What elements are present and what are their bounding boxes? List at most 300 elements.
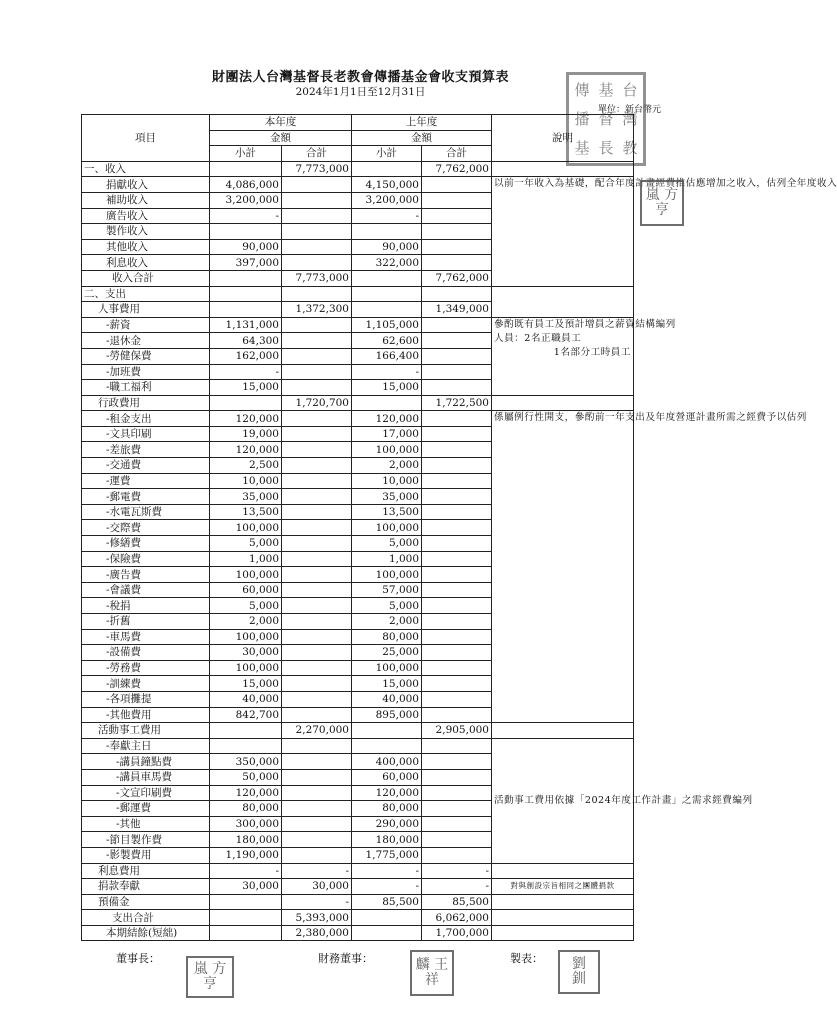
row-label: -訓練費 — [82, 676, 210, 692]
row-label: -其他費用 — [82, 707, 210, 723]
row-label: -會議費 — [82, 582, 210, 598]
document-period: 2024年1月1日至12月31日 — [295, 86, 426, 98]
current-total-cell: - — [282, 863, 352, 879]
note-cell — [492, 723, 634, 739]
current-subtotal-cell — [210, 723, 282, 739]
previous-subtotal-cell: - — [352, 364, 422, 380]
current-subtotal-cell: 300,000 — [210, 816, 282, 832]
current-total-cell: 1,372,300 — [282, 302, 352, 318]
current-subtotal-cell: 120,000 — [210, 442, 282, 458]
previous-subtotal-cell: - — [352, 879, 422, 895]
table-row — [82, 286, 634, 302]
previous-subtotal-cell: 166,400 — [352, 348, 422, 364]
previous-total-cell — [422, 614, 492, 630]
previous-subtotal-cell: 40,000 — [352, 691, 422, 707]
previous-total-cell — [422, 660, 492, 676]
previous-subtotal-cell — [352, 925, 422, 941]
current-subtotal-cell: 35,000 — [210, 489, 282, 505]
table-row — [82, 738, 634, 754]
row-label: -其他 — [82, 816, 210, 832]
row-label: -文宣印刷費 — [82, 785, 210, 801]
previous-subtotal-cell: 35,000 — [352, 489, 422, 505]
previous-total-cell — [422, 754, 492, 770]
previous-total-cell — [422, 645, 492, 661]
table-row — [82, 863, 634, 879]
current-total-cell — [282, 847, 352, 863]
note-cell — [492, 925, 634, 941]
current-subtotal-cell: 3,200,000 — [210, 192, 282, 208]
current-subtotal-cell: 5,000 — [210, 536, 282, 552]
previous-subtotal-cell — [352, 161, 422, 177]
previous-subtotal-cell: 17,000 — [352, 426, 422, 442]
current-subtotal-cell: 40,000 — [210, 691, 282, 707]
previous-subtotal-cell — [352, 270, 422, 286]
row-label: -郵運費 — [82, 801, 210, 817]
row-label: -運費 — [82, 473, 210, 489]
previous-total-cell — [422, 177, 492, 193]
current-total-cell — [282, 676, 352, 692]
table-row — [82, 723, 634, 739]
previous-total-cell: 1,722,500 — [422, 395, 492, 411]
previous-subtotal-cell: 1,775,000 — [352, 847, 422, 863]
row-label: 支出合計 — [82, 910, 210, 926]
current-subtotal-cell: 120,000 — [210, 411, 282, 427]
current-total-cell: 2,380,000 — [282, 925, 352, 941]
row-label: -節目製作費 — [82, 832, 210, 848]
current-subtotal-cell: 1,190,000 — [210, 847, 282, 863]
previous-subtotal-cell: - — [352, 208, 422, 224]
previous-total-cell — [422, 816, 492, 832]
row-label: -設備費 — [82, 645, 210, 661]
current-total-cell — [282, 738, 352, 754]
current-total-cell — [282, 426, 352, 442]
current-total-cell — [282, 707, 352, 723]
previous-total-cell — [422, 551, 492, 567]
header-current-year: 本年度 — [210, 115, 352, 131]
previous-total-cell: - — [422, 863, 492, 879]
note-cell — [492, 317, 676, 395]
chairman-seal-stamp: 嵐 方 亨 — [640, 180, 684, 226]
previous-total-cell — [422, 738, 492, 754]
current-total-cell — [282, 660, 352, 676]
current-subtotal-cell: 1,131,000 — [210, 317, 282, 333]
current-subtotal-cell: 180,000 — [210, 832, 282, 848]
row-label: 利息費用 — [82, 863, 210, 879]
row-label: -稅捐 — [82, 598, 210, 614]
previous-total-cell — [422, 224, 492, 240]
previous-subtotal-cell — [352, 286, 422, 302]
current-subtotal-cell: 100,000 — [210, 629, 282, 645]
current-total-cell — [282, 645, 352, 661]
previous-subtotal-cell: 62,600 — [352, 333, 422, 349]
previous-subtotal-cell: 10,000 — [352, 473, 422, 489]
previous-total-cell — [422, 348, 492, 364]
current-total-cell — [282, 520, 352, 536]
header-item: 項目 — [82, 115, 210, 162]
previous-subtotal-cell: 1,000 — [352, 551, 422, 567]
current-total-cell — [282, 832, 352, 848]
previous-subtotal-cell: 57,000 — [352, 582, 422, 598]
table-row — [82, 925, 634, 941]
note-cell — [492, 738, 753, 863]
row-label: 行政費用 — [82, 395, 210, 411]
current-total-cell — [282, 333, 352, 349]
row-label: 活動事工費用 — [82, 723, 210, 739]
current-total-cell: 5,393,000 — [282, 910, 352, 926]
row-label: 捐獻收入 — [82, 177, 210, 193]
header-subtotal-current: 小計 — [210, 146, 282, 162]
previous-total-cell: 1,349,000 — [422, 302, 492, 318]
current-subtotal-cell: 15,000 — [210, 676, 282, 692]
current-subtotal-cell: 15,000 — [210, 380, 282, 396]
current-total-cell — [282, 286, 352, 302]
current-total-cell — [282, 489, 352, 505]
current-subtotal-cell — [210, 395, 282, 411]
current-total-cell — [282, 567, 352, 583]
previous-total-cell — [422, 255, 492, 271]
previous-subtotal-cell: 895,000 — [352, 707, 422, 723]
row-label: -各項攤提 — [82, 691, 210, 707]
previous-subtotal-cell: 90,000 — [352, 239, 422, 255]
note-text: 係屬例行性開支，參酌前一年支出及年度營運計畫所需之經費予以估列 — [494, 412, 807, 424]
previous-total-cell: 6,062,000 — [422, 910, 492, 926]
note-text: 1名部分工時員工 — [553, 346, 631, 358]
previous-subtotal-cell: 15,000 — [352, 676, 422, 692]
current-total-cell — [282, 317, 352, 333]
current-total-cell: 2,270,000 — [282, 723, 352, 739]
finance-director-stamp: 麟 王 祥 — [410, 950, 454, 996]
header-total-previous: 合計 — [422, 146, 492, 162]
current-total-cell — [282, 598, 352, 614]
note-cell — [492, 910, 634, 926]
table-row — [82, 161, 634, 177]
row-label: -勞務費 — [82, 660, 210, 676]
current-total-cell — [282, 364, 352, 380]
row-label: 人事費用 — [82, 302, 210, 318]
current-subtotal-cell — [210, 286, 282, 302]
previous-total-cell — [422, 847, 492, 863]
preparer-stamp: 劉 釧 — [558, 950, 600, 994]
row-label: 捐款奉獻 — [82, 879, 210, 895]
preparer-label: 製表： — [510, 952, 543, 965]
previous-subtotal-cell: 322,000 — [352, 255, 422, 271]
previous-total-cell — [422, 801, 492, 817]
current-subtotal-cell: 30,000 — [210, 879, 282, 895]
previous-total-cell — [422, 489, 492, 505]
current-subtotal-cell: 5,000 — [210, 598, 282, 614]
previous-total-cell — [422, 520, 492, 536]
current-subtotal-cell: 50,000 — [210, 769, 282, 785]
row-label: -奉獻主日 — [82, 738, 210, 754]
previous-subtotal-cell: 15,000 — [352, 380, 422, 396]
current-subtotal-cell: - — [210, 364, 282, 380]
current-subtotal-cell: 10,000 — [210, 473, 282, 489]
current-subtotal-cell — [210, 161, 282, 177]
current-subtotal-cell: 90,000 — [210, 239, 282, 255]
previous-total-cell: 1,700,000 — [422, 925, 492, 941]
previous-subtotal-cell: 5,000 — [352, 598, 422, 614]
current-subtotal-cell: 64,300 — [210, 333, 282, 349]
row-label: 本期結餘(短絀) — [82, 925, 210, 941]
previous-subtotal-cell: 100,000 — [352, 520, 422, 536]
current-total-cell — [282, 536, 352, 552]
previous-subtotal-cell: 100,000 — [352, 442, 422, 458]
previous-subtotal-cell: 290,000 — [352, 816, 422, 832]
note-cell — [492, 863, 634, 879]
row-label: -勞健保費 — [82, 348, 210, 364]
previous-subtotal-cell: - — [352, 863, 422, 879]
previous-total-cell — [422, 442, 492, 458]
previous-subtotal-cell: 4,150,000 — [352, 177, 422, 193]
row-label: -郵電費 — [82, 489, 210, 505]
row-label: 廣告收入 — [82, 208, 210, 224]
row-label: 利息收入 — [82, 255, 210, 271]
current-total-cell: 7,773,000 — [282, 161, 352, 177]
previous-subtotal-cell: 1,105,000 — [352, 317, 422, 333]
current-total-cell — [282, 551, 352, 567]
current-total-cell: 7,773,000 — [282, 270, 352, 286]
current-total-cell — [282, 582, 352, 598]
row-label: 其他收入 — [82, 239, 210, 255]
current-subtotal-cell: 30,000 — [210, 645, 282, 661]
previous-total-cell — [422, 192, 492, 208]
current-subtotal-cell — [210, 738, 282, 754]
previous-total-cell — [422, 598, 492, 614]
current-total-cell — [282, 411, 352, 427]
previous-total-cell — [422, 380, 492, 396]
previous-total-cell: 85,500 — [422, 894, 492, 910]
note-cell — [492, 411, 807, 723]
previous-total-cell — [422, 785, 492, 801]
note-text: 以前一年收入為基礎，配合年度計畫經費推估應增加之收入，估列全年度收入 — [494, 178, 837, 190]
chairman-label: 董事長： — [116, 952, 160, 965]
current-subtotal-cell: 350,000 — [210, 754, 282, 770]
previous-total-cell — [422, 676, 492, 692]
current-subtotal-cell: 162,000 — [210, 348, 282, 364]
previous-total-cell — [422, 832, 492, 848]
previous-subtotal-cell: 80,000 — [352, 629, 422, 645]
previous-subtotal-cell: 100,000 — [352, 660, 422, 676]
previous-subtotal-cell: 85,500 — [352, 894, 422, 910]
previous-total-cell — [422, 504, 492, 520]
current-total-cell — [282, 239, 352, 255]
current-total-cell — [282, 255, 352, 271]
current-total-cell — [282, 177, 352, 193]
previous-subtotal-cell — [352, 395, 422, 411]
current-total-cell — [282, 629, 352, 645]
note-text: 人員：2名正職員工 — [494, 332, 582, 344]
row-label: 預備金 — [82, 894, 210, 910]
document-title: 財團法人台灣基督長老教會傳播基金會收支預算表 — [211, 70, 509, 85]
previous-total-cell — [422, 458, 492, 474]
current-total-cell — [282, 208, 352, 224]
row-label: 補助收入 — [82, 192, 210, 208]
row-label: -差旅費 — [82, 442, 210, 458]
current-total-cell — [282, 754, 352, 770]
row-label: -廣告費 — [82, 567, 210, 583]
current-total-cell — [282, 348, 352, 364]
table-row — [82, 395, 634, 411]
previous-total-cell: - — [422, 879, 492, 895]
current-subtotal-cell — [210, 302, 282, 318]
previous-total-cell — [422, 208, 492, 224]
previous-total-cell — [422, 473, 492, 489]
previous-subtotal-cell: 80,000 — [352, 801, 422, 817]
row-label: 收入合計 — [82, 270, 210, 286]
previous-subtotal-cell: 100,000 — [352, 567, 422, 583]
current-subtotal-cell: 397,000 — [210, 255, 282, 271]
previous-subtotal-cell: 2,000 — [352, 614, 422, 630]
current-total-cell — [282, 769, 352, 785]
previous-subtotal-cell: 25,000 — [352, 645, 422, 661]
previous-subtotal-cell — [352, 738, 422, 754]
current-total-cell — [282, 614, 352, 630]
row-label: 製作收入 — [82, 224, 210, 240]
previous-total-cell — [422, 333, 492, 349]
previous-subtotal-cell — [352, 224, 422, 240]
header-subtotal-previous: 小計 — [352, 146, 422, 162]
previous-total-cell — [422, 691, 492, 707]
table-row — [82, 177, 634, 193]
row-label: -水電瓦斯費 — [82, 504, 210, 520]
previous-subtotal-cell: 3,200,000 — [352, 192, 422, 208]
previous-subtotal-cell: 60,000 — [352, 769, 422, 785]
note-text: 參酌既有員工及預計增員之薪資結構編列 — [494, 318, 676, 330]
row-label: -講員鐘點費 — [82, 754, 210, 770]
previous-subtotal-cell: 120,000 — [352, 785, 422, 801]
note-cell — [492, 161, 634, 177]
current-subtotal-cell: 60,000 — [210, 582, 282, 598]
unit-label: 單位：新台幣元 — [598, 105, 662, 115]
finance-director-label: 財務董事： — [318, 952, 373, 965]
current-subtotal-cell: 100,000 — [210, 567, 282, 583]
row-label: -講員車馬費 — [82, 769, 210, 785]
current-subtotal-cell — [210, 270, 282, 286]
row-label: -折舊 — [82, 614, 210, 630]
row-label: -職工福利 — [82, 380, 210, 396]
header-total-current: 合計 — [282, 146, 352, 162]
row-label: 二、支出 — [82, 286, 210, 302]
current-total-cell — [282, 816, 352, 832]
current-total-cell — [282, 504, 352, 520]
previous-subtotal-cell: 120,000 — [352, 411, 422, 427]
current-total-cell — [282, 785, 352, 801]
previous-subtotal-cell: 13,500 — [352, 504, 422, 520]
chairman-signature-stamp: 嵐 方 亨 — [186, 956, 234, 998]
current-subtotal-cell: 13,500 — [210, 504, 282, 520]
table-row — [82, 317, 634, 333]
previous-subtotal-cell: 2,000 — [352, 458, 422, 474]
previous-subtotal-cell: 5,000 — [352, 536, 422, 552]
note-text: 對與創設宗旨相同之團體捐款 — [510, 881, 615, 891]
current-subtotal-cell: - — [210, 208, 282, 224]
current-total-cell — [282, 192, 352, 208]
current-total-cell: 1,720,700 — [282, 395, 352, 411]
current-subtotal-cell: 2,500 — [210, 458, 282, 474]
current-total-cell — [282, 473, 352, 489]
row-label: -交通費 — [82, 458, 210, 474]
current-subtotal-cell: 1,000 — [210, 551, 282, 567]
note-cell — [492, 286, 634, 317]
previous-total-cell: 7,762,000 — [422, 270, 492, 286]
current-subtotal-cell — [210, 224, 282, 240]
previous-total-cell — [422, 317, 492, 333]
table-row — [82, 411, 634, 427]
row-label: -加班費 — [82, 364, 210, 380]
row-label: -薪資 — [82, 317, 210, 333]
previous-total-cell — [422, 411, 492, 427]
current-total-cell — [282, 801, 352, 817]
row-label: -車馬費 — [82, 629, 210, 645]
table-row — [82, 910, 634, 926]
previous-total-cell — [422, 364, 492, 380]
current-subtotal-cell: 842,700 — [210, 707, 282, 723]
previous-subtotal-cell — [352, 302, 422, 318]
previous-total-cell — [422, 426, 492, 442]
previous-total-cell — [422, 629, 492, 645]
previous-total-cell — [422, 239, 492, 255]
row-label: 一、收入 — [82, 161, 210, 177]
current-total-cell — [282, 380, 352, 396]
row-label: -退休金 — [82, 333, 210, 349]
table-row — [82, 879, 634, 895]
header-previous-year: 上年度 — [352, 115, 492, 131]
row-label: -保險費 — [82, 551, 210, 567]
current-subtotal-cell: - — [210, 863, 282, 879]
current-subtotal-cell: 2,000 — [210, 614, 282, 630]
previous-total-cell — [422, 286, 492, 302]
current-subtotal-cell: 100,000 — [210, 660, 282, 676]
previous-subtotal-cell — [352, 910, 422, 926]
header-amount-current: 金額 — [210, 130, 352, 146]
current-total-cell — [282, 224, 352, 240]
previous-subtotal-cell: 400,000 — [352, 754, 422, 770]
current-subtotal-cell: 80,000 — [210, 801, 282, 817]
previous-total-cell: 7,762,000 — [422, 161, 492, 177]
previous-total-cell: 2,905,000 — [422, 723, 492, 739]
current-subtotal-cell — [210, 925, 282, 941]
current-total-cell — [282, 442, 352, 458]
row-label: -修繕費 — [82, 536, 210, 552]
previous-total-cell — [422, 567, 492, 583]
header-amount-previous: 金額 — [352, 130, 492, 146]
current-subtotal-cell: 4,086,000 — [210, 177, 282, 193]
current-total-cell — [282, 691, 352, 707]
row-label: -影製費用 — [82, 847, 210, 863]
note-cell — [492, 879, 634, 895]
current-total-cell: - — [282, 894, 352, 910]
row-label: -文具印刷 — [82, 426, 210, 442]
previous-total-cell — [422, 536, 492, 552]
current-subtotal-cell — [210, 910, 282, 926]
previous-total-cell — [422, 582, 492, 598]
current-subtotal-cell: 19,000 — [210, 426, 282, 442]
previous-total-cell — [422, 769, 492, 785]
table-row — [82, 894, 634, 910]
previous-subtotal-cell: 180,000 — [352, 832, 422, 848]
current-total-cell — [282, 458, 352, 474]
previous-total-cell — [422, 707, 492, 723]
row-label: -租金支出 — [82, 411, 210, 427]
row-label: -交際費 — [82, 520, 210, 536]
note-text: 活動事工費用依據「2024年度工作計畫」之需求經費編列 — [494, 794, 753, 806]
note-cell — [492, 395, 634, 411]
current-subtotal-cell: 120,000 — [210, 785, 282, 801]
current-subtotal-cell: 100,000 — [210, 520, 282, 536]
foundation-seal: 傳 基 台 播 督 灣 基 長 教 — [566, 72, 646, 166]
note-cell — [492, 894, 634, 910]
previous-subtotal-cell — [352, 723, 422, 739]
